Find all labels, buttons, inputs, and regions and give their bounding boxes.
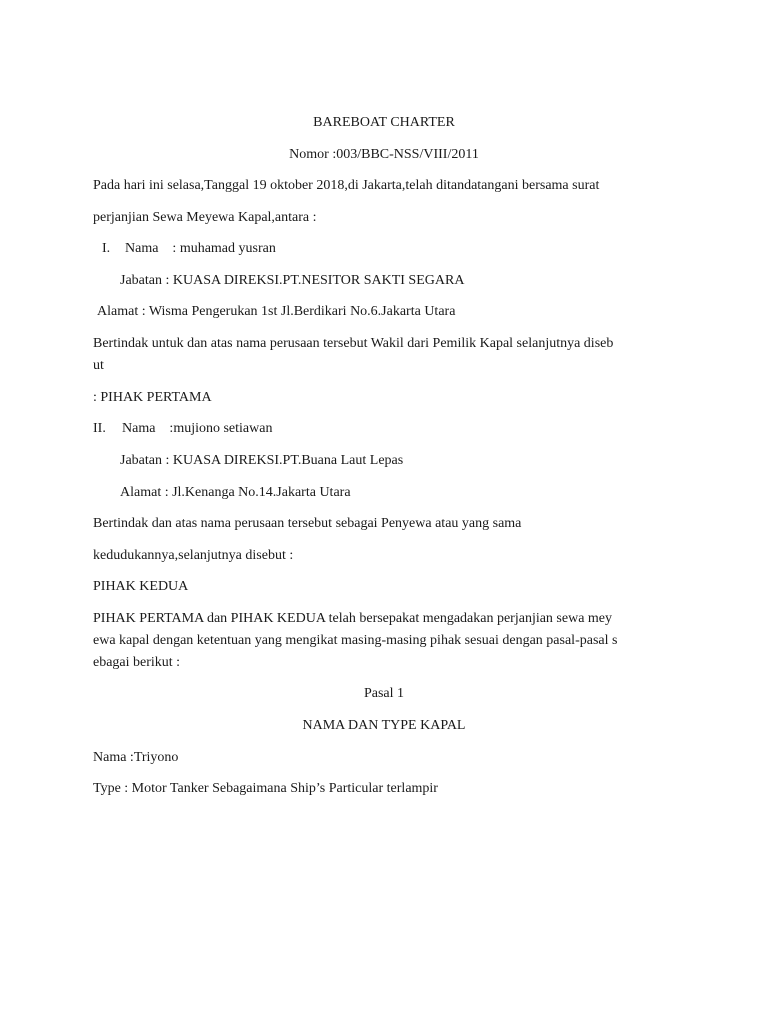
agreement-line-1: PIHAK PERTAMA dan PIHAK KEDUA telah bersepakat mengadakan perjanjian sewa mey bbox=[93, 611, 613, 626]
party1-address: Alamat : Wisma Pengerukan 1st Jl.Berdikari No.6.Jakarta Utara bbox=[97, 304, 456, 319]
article-heading: Pasal 1 bbox=[363, 686, 405, 701]
agreement-line-2: ewa kapal dengan ketentuan yang mengikat masing-masing pihak sesuai dengan pasal-pasal s bbox=[93, 633, 618, 648]
document-number: Nomor :003/BBC-NSS/VIII/2011 bbox=[289, 147, 479, 162]
party1-position: Jabatan : KUASA DIREKSI.PT.NESITOR SAKTI SEGARA bbox=[120, 273, 465, 288]
party1-name: Nama : muhamad yusran bbox=[125, 241, 276, 256]
ship-name: Nama :Triyono bbox=[93, 750, 179, 765]
agreement-line-3: ebagai berikut : bbox=[93, 655, 181, 670]
party1-numeral: I. bbox=[102, 241, 111, 256]
party1-acting-line-1: Bertindak untuk dan atas nama perusaan tersebut Wakil dari Pemilik Kapal selanjutnya diseb bbox=[93, 336, 614, 351]
party2-position: Jabatan : KUASA DIREKSI.PT.Buana Laut Lepas bbox=[120, 453, 404, 468]
party1-designation: : PIHAK PERTAMA bbox=[93, 390, 212, 405]
party2-address: Alamat : Jl.Kenanga No.14.Jakarta Utara bbox=[120, 485, 351, 500]
document-title: BAREBOAT CHARTER bbox=[313, 115, 455, 130]
party2-acting-line-2: kedudukannya,selanjutnya disebut : bbox=[93, 548, 294, 563]
ship-type: Type : Motor Tanker Sebagaimana Ship’s Particular terlampir bbox=[93, 781, 438, 796]
party2-numeral: II. bbox=[93, 421, 106, 436]
party2-name: Nama :mujiono setiawan bbox=[122, 421, 273, 436]
intro-line-2: perjanjian Sewa Meyewa Kapal,antara : bbox=[93, 210, 317, 225]
intro-line-1: Pada hari ini selasa,Tanggal 19 oktober 2018,di Jakarta,telah ditandatangani bersama surat bbox=[93, 178, 600, 193]
party2-designation: PIHAK KEDUA bbox=[93, 579, 189, 594]
party1-acting-line-2: ut bbox=[93, 358, 104, 373]
party2-acting-line-1: Bertindak dan atas nama perusaan tersebut sebagai Penyewa atau yang sama bbox=[93, 516, 522, 531]
article-subheading: NAMA DAN TYPE KAPAL bbox=[302, 718, 466, 733]
